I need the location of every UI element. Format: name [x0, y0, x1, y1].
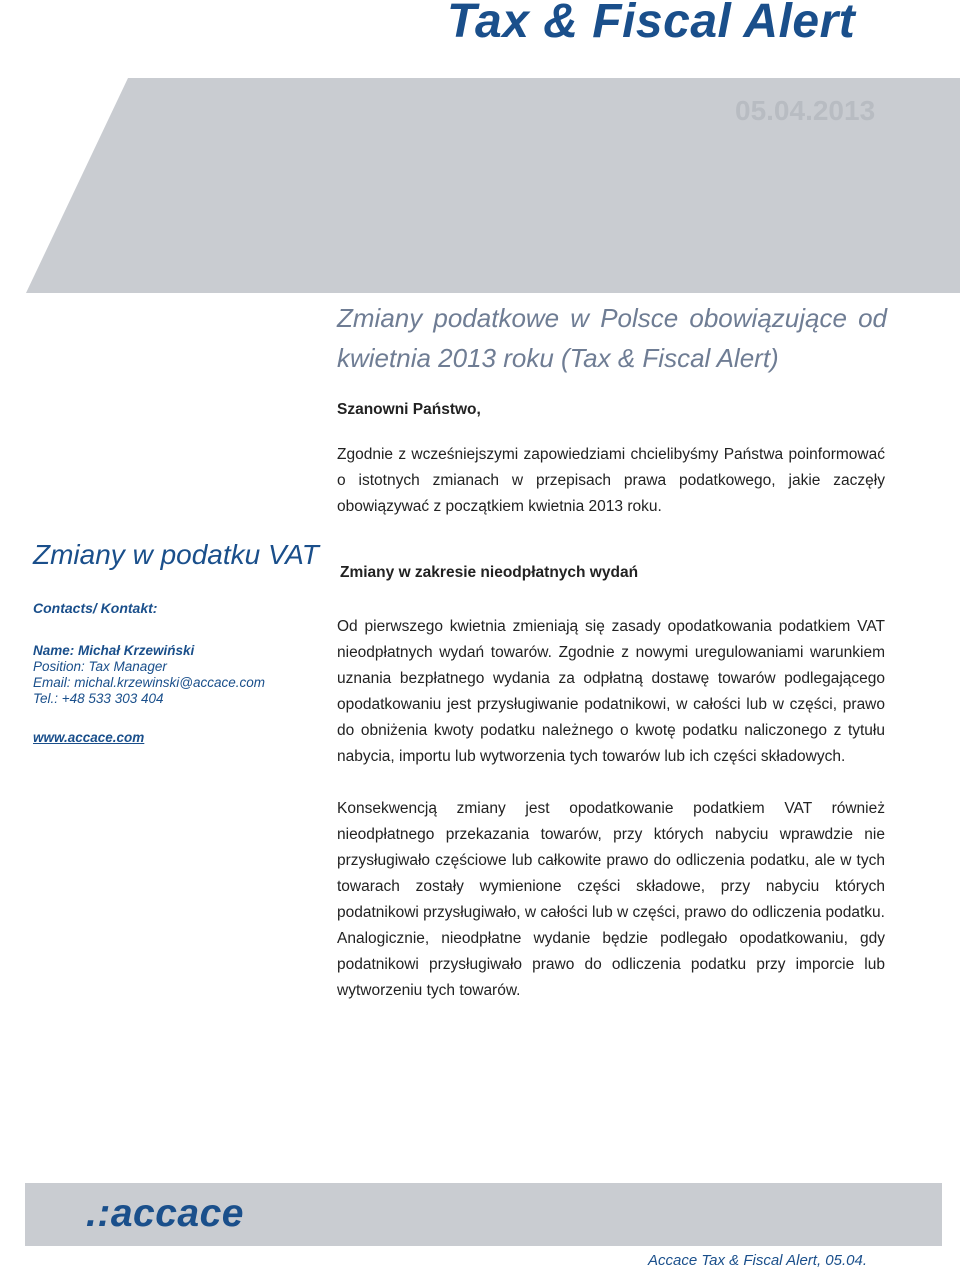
contacts-label: Contacts/ Kontakt:	[33, 600, 158, 616]
section-heading: Zmiany w zakresie nieodpłatnych wydań	[340, 564, 639, 581]
accace-logo: .:accace	[86, 1192, 244, 1235]
body-paragraph-1: Od pierwszego kwietnia zmieniają się zasady opodatkowania podatkiem VAT nieodpłatnych wydań towarów. Zgodnie z nowymi uregulowaniami warunkiem uznania bezpłatnego wydania za odpłatną dostawę towarów podlegającego opodatkowaniu jest przysługiwanie podatnikowi, w całości lub w części, prawo do obniżenia kwoty podatku należnego o kwotę podatku naliczonego z tytułu nabycia, importu lub wytworzenia tych towarów lub ich części składowych.	[337, 618, 885, 765]
salutation: Szanowni Państwo,	[337, 401, 481, 418]
contact-position: Position: Tax Manager	[33, 659, 167, 674]
contact-email: Email: michal.krzewinski@accace.com	[33, 675, 266, 690]
page-title: Tax & Fiscal Alert	[447, 0, 856, 48]
sidebar-heading: Zmiany w podatku VAT	[33, 539, 319, 570]
contact-name: Name: Michał Krzewiński	[33, 643, 195, 658]
footer-slant-shape	[0, 1183, 25, 1246]
header-date: 05.04.2013	[735, 95, 876, 126]
intro-paragraph: Zgodnie z wcześniejszymi zapowiedziami chcielibyśmy Państwa poinformować o istotnych zmianach w przepisach prawa podatkowego, jakie zaczęły obowiązywać z początkiem kwietnia 2013 roku.	[337, 446, 885, 515]
website-link[interactable]: www.accace.com	[33, 730, 145, 745]
alert-title: Zmiany podatkowe w Polsce obowiązujące od kwietnia 2013 roku (Tax & Fiscal Alert)	[337, 303, 887, 373]
footer-text: Accace Tax & Fiscal Alert, 05.04.	[648, 1252, 867, 1269]
body-paragraph-2: Konsekwencją zmiany jest opodatkowanie podatkiem VAT również nieodpłatnego przekazania towarów, przy których nabyciu wprawdzie nie przysługiwało częściowe lub całkowite prawo do odliczenia podatku, ale w tych towarach zostały wymienione części składowe, przy nabyciu których podatnikowi przysługiwało, w całości lub w części, prawo do odliczenia podatku. Analogicznie, nieodpłatne wydanie będzie podlegało opodatkowaniu, gdy podatnikowi przysługiwało prawo do odliczenia podatku przy imporcie lub wytworzeniu tych towarów.	[337, 800, 885, 999]
contact-phone: Tel.: +48 533 303 404	[33, 691, 164, 706]
